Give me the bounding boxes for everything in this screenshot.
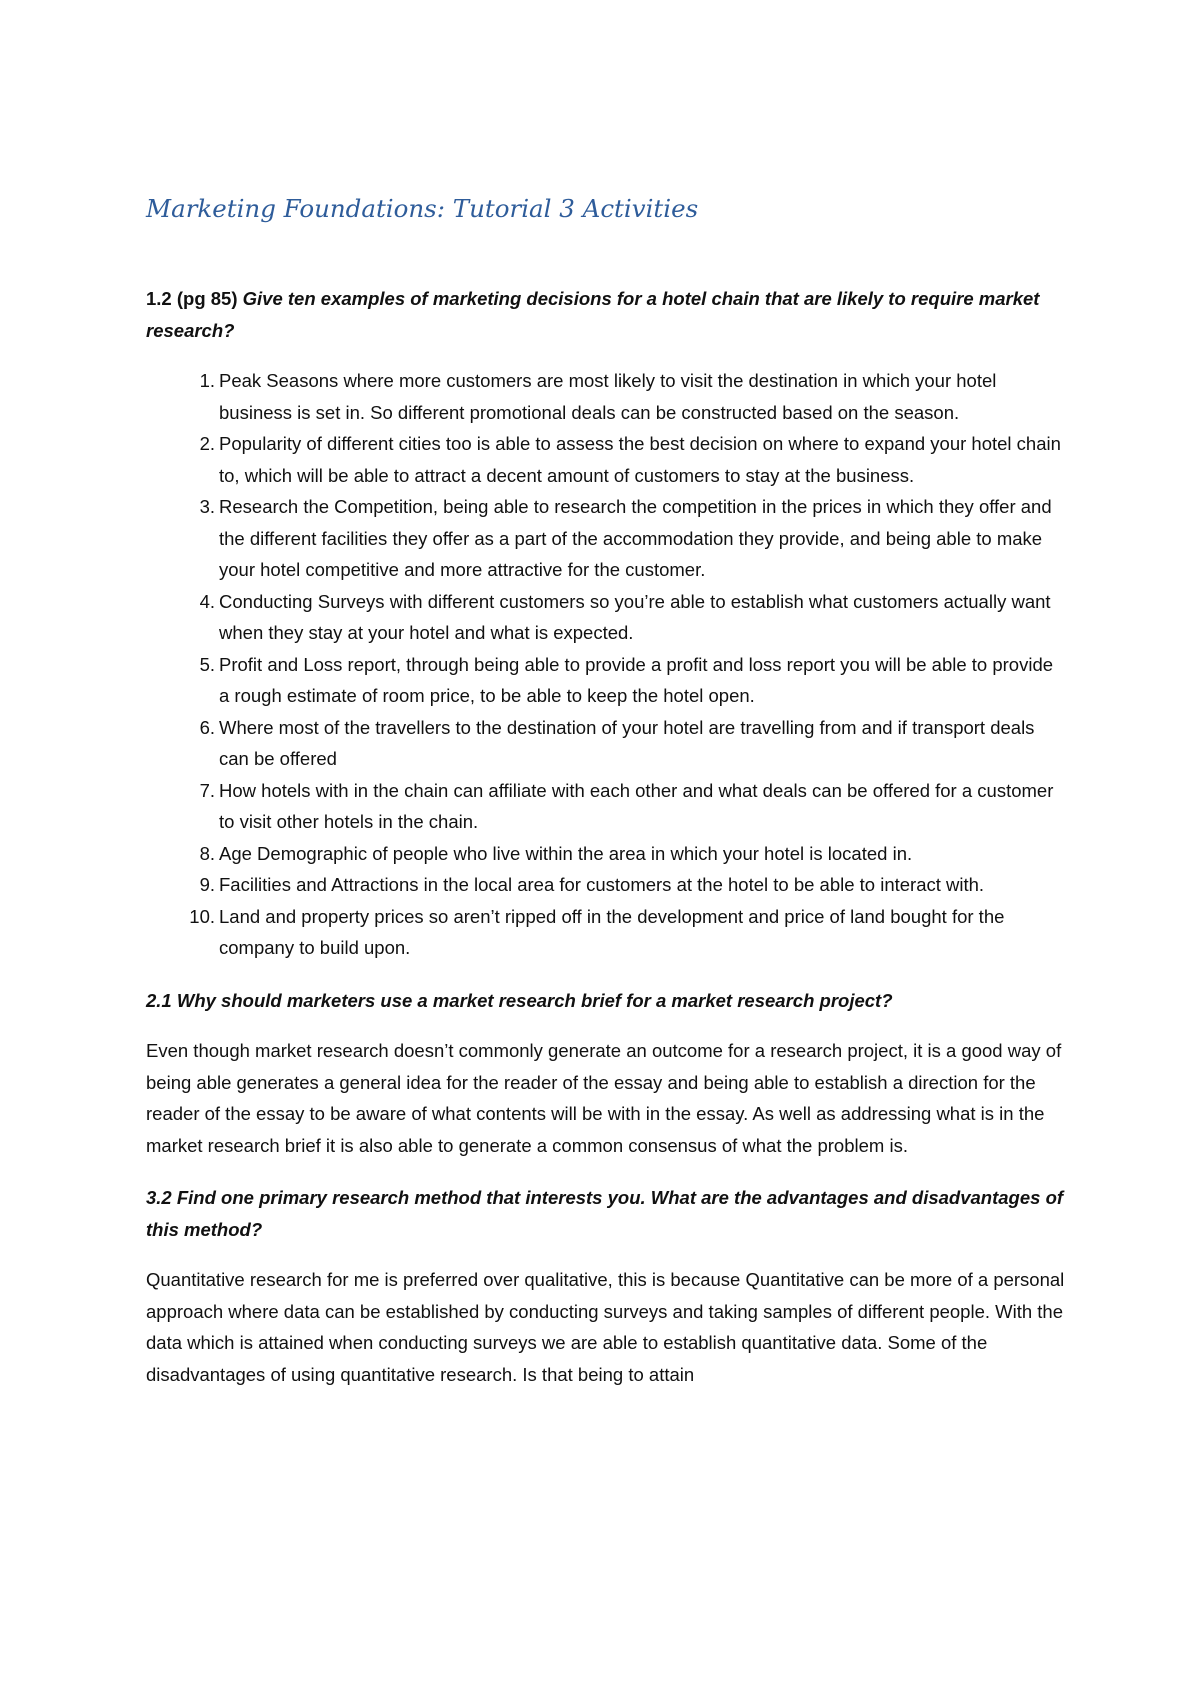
list-item-text: Facilities and Attractions in the local area for customers at the hotel to be able to interact with. [219,874,985,895]
list-item-number: 3. [199,496,215,517]
question-1-2-text: Give ten examples of marketing decisions for a hotel chain that are likely to require market research? [146,288,1040,341]
question-1-2-prefix: 1.2 (pg 85) [146,288,238,309]
list-item-text: Research the Competition, being able to research the competition in the prices in which they offer and the different facilities they offer as a part of the accommodation they provide, and being able to make your hotel competitive and more attractive for the customer. [219,496,1052,580]
list-item [146,838,1066,870]
document-body [146,283,1066,1390]
question-2-1: 2.1 Why should marketers use a market research brief for a market research project? [146,989,893,1011]
list-item [146,869,1066,901]
list-item-number: 9. [199,874,215,895]
list-item-number: 1. [199,370,215,391]
list-item [146,649,1066,712]
answer-2-1: Even though market research doesn’t commonly generate an outcome for a research project, it is a good way of being able generates a general idea for the reader of the essay and being able to establish a direction for the reader of the essay to be aware of what contents will be with in the essay. As well as addressing what is in the market research brief it is also able to generate a common consensus of what the problem is. [146,1040,1062,1156]
list-item-text: Land and property prices so aren’t ripped off in the development and price of land bought for the company to build upon. [219,905,1005,958]
answer-3-2: Quantitative research for me is preferred over qualitative, this is because Quantitative can be more of a personal approach where data can be established by conducting surveys and taking samples of different people. With the data which is attained when conducting surveys we are able to establish quantitative data. Some of the disadvantages of using quantitative research. Is that being to attain [146,1269,1065,1385]
document-title: Marketing Foundations: Tutorial 3 Activities [146,194,699,223]
list-item-text: Popularity of different cities too is able to assess the best decision on where to expand your hotel chain to, which will be able to attract a decent amount of customers to stay at the business. [219,433,1061,486]
list-item-number: 4. [199,590,215,612]
list-item-text: How hotels with in the chain can affiliate with each other and what deals can be offered for a customer to visit other hotels in the chain. [219,779,1054,832]
list-item [146,365,1066,428]
list-item [146,901,1066,964]
list-item-number: 8. [199,842,215,864]
list-item-text: Profit and Loss report, through being able to provide a profit and loss report you will be able to provide a rough estimate of room price, to be able to keep the hotel open. [219,653,1054,706]
list-item-number: 5. [199,653,215,675]
list-item [146,586,1066,649]
list-item-text: Peak Seasons where more customers are most likely to visit the destination in which your hotel business is set in. So different promotional deals can be constructed based on the season. [219,370,997,423]
list-item-number: 6. [199,716,215,738]
list-item [146,712,1066,775]
question-1-2 [146,283,1066,346]
list-item [146,491,1066,586]
question-3-2: 3.2 Find one primary research method that interests you. What are the advantages and disadvantages of this method? [146,1187,1064,1240]
list-item-text: Where most of the travellers to the destination of your hotel are travelling from and if transport deals can be offered [219,716,1035,769]
list-item [146,775,1066,838]
list-item [146,428,1066,491]
list-item-number: 10. [189,905,215,927]
list-item-number: 2. [199,433,215,454]
list-item-number: 7. [199,779,215,801]
list-item-text: Age Demographic of people who live within the area in which your hotel is located in. [219,842,913,864]
list-item-text: Conducting Surveys with different customers so you’re able to establish what customers actually want when they stay at your hotel and what is expected. [219,590,1051,643]
marketing-decisions-list [146,365,1066,964]
